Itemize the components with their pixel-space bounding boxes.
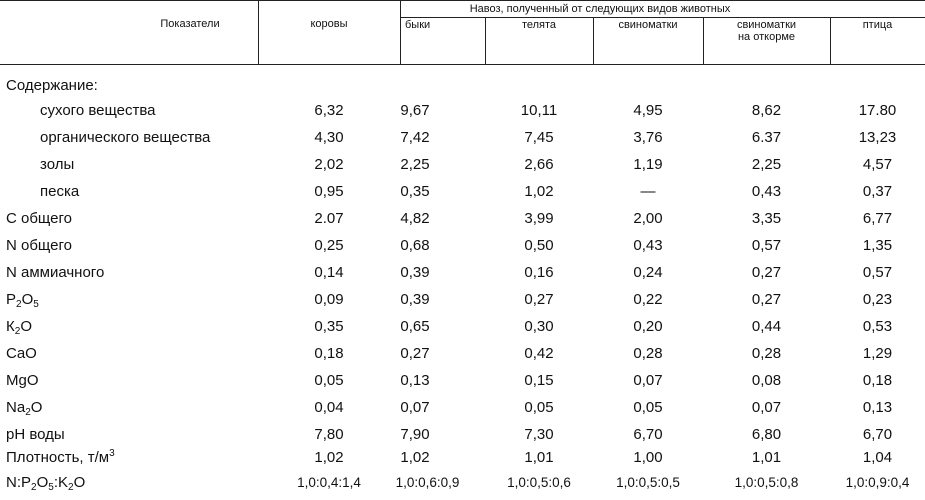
table-row [0, 469, 925, 496]
label-part: O [36, 474, 49, 491]
cell-sows-fattening: 0,57 [751, 237, 782, 254]
cell-cows: 6,32 [314, 102, 344, 119]
cell-cows: 2.07 [314, 210, 344, 227]
cell-cows: 0,14 [314, 264, 344, 281]
header-sows: свиноматки [618, 19, 678, 31]
cell-poultry: 6,70 [862, 426, 893, 443]
header-cows: коровы [310, 18, 348, 30]
cell-calves: 10,11 [520, 102, 558, 119]
cell-poultry: 0,57 [862, 264, 893, 281]
table-row [0, 178, 925, 205]
label-subscript: 5 [33, 299, 39, 310]
cell-sows: 1,00 [633, 449, 663, 466]
row-label: песка [40, 183, 80, 200]
cell-sows-fattening: 8,62 [751, 102, 782, 119]
cell-bulls: 2,25 [400, 156, 430, 173]
cell-bulls: 0,68 [400, 237, 430, 254]
table-row [0, 124, 925, 151]
table-row [0, 444, 925, 471]
cell-poultry: 1,0:0,9:0,4 [845, 475, 910, 490]
section-title-row [0, 72, 925, 99]
row-label: органического вещества [40, 129, 211, 146]
cell-calves: 0,05 [524, 399, 554, 416]
cell-poultry: 4,57 [862, 156, 893, 173]
cell-sows: 3,76 [633, 129, 663, 146]
cell-sows: 0,24 [633, 264, 663, 281]
cell-cows: 4,30 [314, 129, 344, 146]
cell-bulls: 1,02 [400, 449, 430, 466]
header-sows-fattening [703, 19, 830, 43]
cell-sows-fattening: 2,25 [751, 156, 782, 173]
cell-poultry: 17.80 [858, 102, 897, 119]
cell-sows-fattening: 6,80 [751, 426, 782, 443]
header-bulls: быки [405, 19, 431, 31]
row-label: золы [40, 156, 75, 173]
cell-bulls: 0,27 [400, 345, 430, 362]
row-label: MgO [6, 372, 39, 389]
cell-poultry: 0,18 [862, 372, 893, 389]
cell-sows-fattening: 0,27 [751, 264, 782, 281]
cell-sows-fattening: 6.37 [751, 129, 782, 146]
label-part: К [6, 318, 15, 335]
table-row [0, 340, 925, 367]
table-row [0, 286, 925, 313]
cell-calves: 0,50 [524, 237, 554, 254]
label-subscript: 2 [25, 407, 31, 418]
cell-calves: 7,30 [524, 426, 554, 443]
cell-sows-fattening: 0,07 [751, 399, 782, 416]
row-label: N аммиачного [6, 264, 105, 281]
cell-sows-fattening: 1,0:0,5:0,8 [734, 475, 799, 490]
table-row [0, 205, 925, 232]
cell-calves: 7,45 [524, 129, 554, 146]
cell-sows: 6,70 [633, 426, 663, 443]
row-label-k2o [6, 313, 32, 340]
cell-poultry: 1,04 [862, 449, 893, 466]
cell-sows-fattening: 0,28 [751, 345, 782, 362]
cell-sows: 0,07 [633, 372, 663, 389]
label-part: Na [6, 399, 26, 416]
header-sows-fattening-line1: свиноматки [736, 19, 797, 31]
cell-cows: 0,09 [314, 291, 344, 308]
label-part: :K [53, 474, 68, 491]
cell-sows: 2,00 [633, 210, 663, 227]
label-subscript: 2 [14, 326, 21, 337]
row-label-npk-ratio [6, 469, 85, 496]
label-part: O [21, 291, 34, 308]
header-indicators: Показатели [160, 18, 220, 30]
cell-bulls: 7,42 [400, 129, 430, 146]
cell-cows: 0,18 [314, 345, 344, 362]
cell-bulls: 9,67 [400, 102, 430, 119]
cell-poultry: 0,23 [862, 291, 893, 308]
cell-sows: — [640, 183, 656, 200]
cell-sows: 0,20 [633, 318, 663, 335]
cell-poultry: 0,53 [862, 318, 893, 335]
cell-calves: 0,27 [524, 291, 554, 308]
label-superscript: 3 [109, 448, 115, 459]
cell-sows-fattening: 0,27 [751, 291, 782, 308]
label-part: O [30, 399, 43, 416]
label-subscript: 2 [31, 482, 37, 493]
cell-bulls: 0,13 [400, 372, 430, 389]
label-part: O [73, 474, 86, 491]
label-subscript: 2 [68, 482, 74, 493]
label-part: Р [6, 291, 17, 308]
table-row [0, 313, 925, 340]
cell-bulls: 0,65 [400, 318, 430, 335]
label-subscript: 5 [48, 482, 54, 493]
cell-sows: 1,0:0,5:0,5 [616, 475, 680, 490]
cell-bulls: 4,82 [400, 210, 430, 227]
cell-poultry: 0,37 [862, 183, 893, 200]
cell-bulls: 0,39 [400, 291, 430, 308]
cell-calves: 3,99 [524, 210, 554, 227]
cell-sows-fattening: 0,08 [751, 372, 782, 389]
cell-calves: 0,15 [524, 372, 554, 389]
table-row [0, 394, 925, 421]
cell-cows: 0,25 [314, 237, 344, 254]
row-label: pH воды [6, 426, 65, 443]
cell-sows: 0,28 [633, 345, 663, 362]
table-row [0, 232, 925, 259]
cell-bulls: 7,90 [400, 426, 430, 443]
cell-sows-fattening: 1,01 [751, 449, 782, 466]
label-part: Плотность, т/м [6, 449, 110, 466]
cell-bulls: 0,35 [400, 183, 430, 200]
cell-poultry: 0,13 [862, 399, 893, 416]
label-part: O [20, 318, 32, 335]
row-label: N общего [6, 237, 72, 254]
cell-bulls: 0,07 [400, 399, 430, 416]
cell-poultry: 1,29 [862, 345, 893, 362]
cell-poultry: 6,77 [862, 210, 893, 227]
label-subscript: 2 [16, 299, 22, 310]
cell-bulls: 0,39 [400, 264, 430, 281]
cell-calves: 1,01 [524, 449, 554, 466]
cell-calves: 2,66 [524, 156, 554, 173]
cell-sows-fattening: 3,35 [751, 210, 782, 227]
row-label: CaO [6, 345, 37, 362]
cell-calves: 1,02 [524, 183, 554, 200]
header-bottom-rule [0, 64, 925, 65]
cell-cows: 2,02 [314, 156, 344, 173]
cell-sows: 0,22 [633, 291, 663, 308]
section-title: Содержание: [6, 77, 98, 94]
label-part: N:P [6, 474, 32, 491]
cell-sows: 4,95 [633, 102, 663, 119]
cell-poultry: 1,35 [862, 237, 893, 254]
cell-cows: 0,04 [314, 399, 344, 416]
row-label: сухого вещества [40, 102, 156, 119]
row-label: С общего [6, 210, 72, 227]
cell-cows: 1,0:0,4:1,4 [297, 475, 361, 490]
table-row [0, 151, 925, 178]
cell-sows: 0,43 [633, 237, 663, 254]
cell-sows-fattening: 0,43 [751, 183, 782, 200]
header-poultry: птица [862, 19, 893, 31]
cell-sows-fattening: 0,44 [751, 318, 782, 335]
cell-calves: 0,30 [524, 318, 554, 335]
table-row [0, 259, 925, 286]
cell-cows: 0,35 [314, 318, 344, 335]
cell-cows: 1,02 [314, 449, 344, 466]
table-top-rule [0, 0, 925, 1]
cell-bulls: 1,0:0,6:0,9 [395, 475, 460, 490]
cell-calves: 0,42 [524, 345, 554, 362]
cell-calves: 0,16 [524, 264, 554, 281]
cell-poultry: 13,23 [858, 129, 897, 146]
row-label-density [6, 444, 115, 471]
column-separator [258, 0, 259, 64]
cell-cows: 0,95 [314, 183, 344, 200]
cell-calves: 1,0:0,5:0,6 [507, 475, 571, 490]
row-label-p2o5 [6, 286, 39, 313]
header-manure-group: Навоз, полученный от следующих видов животных [469, 3, 731, 15]
cell-sows: 1,19 [633, 156, 663, 173]
table-row [0, 367, 925, 394]
header-sows-fattening-line2: на откорме [737, 31, 795, 43]
group-header-rule [400, 17, 925, 18]
row-label-na2o [6, 394, 42, 421]
table-row [0, 97, 925, 124]
cell-cows: 7,80 [314, 426, 344, 443]
cell-cows: 0,05 [314, 372, 344, 389]
cell-sows: 0,05 [633, 399, 663, 416]
header-calves: телята [521, 19, 557, 31]
